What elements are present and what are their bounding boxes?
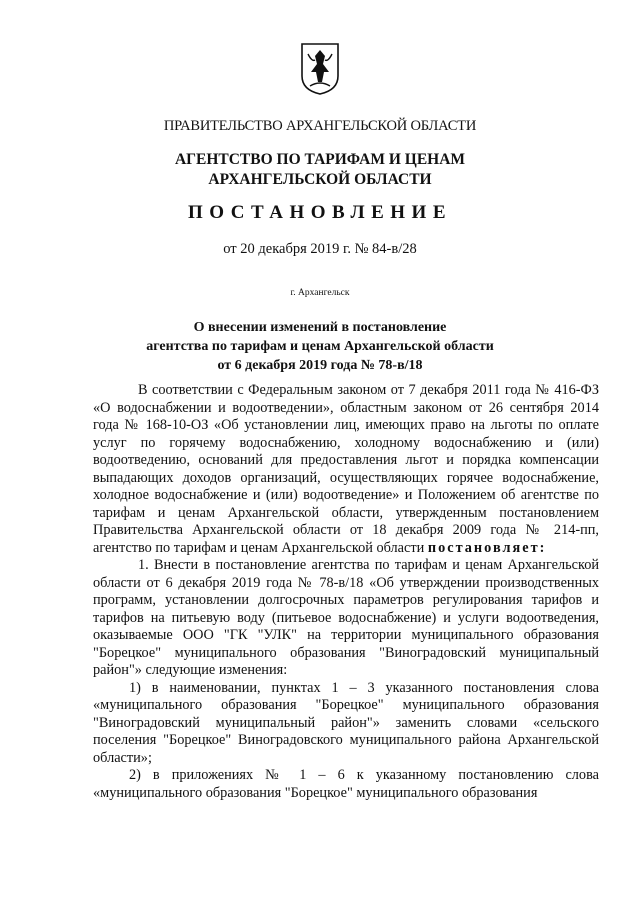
document-body	[93, 382, 599, 802]
document-title-line3: от 6 декабря 2019 года № 78-в/18	[217, 358, 423, 373]
agency-name	[0, 150, 640, 190]
document-date-number: от 20 декабря 2019 г. № 84-в/28	[223, 241, 417, 257]
agency-name-line1: АГЕНТСТВО ПО ТАРИФАМ И ЦЕНАМ	[174, 151, 466, 168]
subitem-2-paragraph: 2) в приложениях № 1 – 6 к указанному постановлению слова «муниципального образования "Борецкое" муниципального образования	[93, 767, 599, 801]
document-title-line1: О внесении изменений в постановление	[193, 320, 447, 335]
government-name: ПРАВИТЕЛЬСТВО АРХАНГЕЛЬСКОЙ ОБЛАСТИ	[163, 118, 477, 134]
preamble-text: В соответствии с Федеральным законом от 7 декабря 2011 года № 416-ФЗ «О водоснабжении и водоотведении», областным законом от 26 сентября 2014 года № 168-10-ОЗ «Об установлении лиц, имеющих право на льготы по оплате услуг по горячему водоснабжению, холодному водоснабжению и (или) водоотведению, оснований для предоставления льгот и порядка компенсации выпадающих доходов организаций, осуществляющих горячее водоснабжение, холодное водоснабжение и (или) водоотведение» и Положением об агентстве по тарифам и ценам Архангельской области, утвержденным постановлением Правительства Архангельской области от 18 декабря 2009 года № 214-пп, агентство по тарифам и ценам Архангельской области	[93, 382, 599, 556]
decree-word: постановляет:	[427, 539, 547, 556]
document-city: г. Архангельск	[290, 288, 350, 298]
item-1-paragraph: 1. Внести в постановление агентства по тарифам и ценам Архангельской области от 6 декабря 2019 года № 78-в/18 «Об утверждении производственных программ, установлении долгосрочных параметров регулирования тарифов и тарифов на питьевую воду (питьевое водоснабжение) и услуги водоотведения, оказываемые ООО "ГК "УЛК" на территории муниципального образования "Борецкое" муниципального образования "Виноградовский муниципальный район"» следующие изменения:	[93, 557, 599, 678]
document-title	[0, 318, 640, 375]
document-type: ПОСТАНОВЛЕНИЕ	[187, 202, 453, 223]
subitem-1-paragraph: 1) в наименовании, пунктах 1 – 3 указанного постановления слова «муниципального образования "Борецкое" муниципального образования "Виноградовский муниципальный район"» заменить словами «сельского поселения "Борецкое" Виноградовского муниципального района Архангельской области»;	[93, 679, 599, 766]
coat-of-arms-icon	[300, 42, 340, 96]
agency-name-line2: АРХАНГЕЛЬСКОЙ ОБЛАСТИ	[208, 171, 432, 188]
document-title-line2: агентства по тарифам и ценам Архангельской области	[146, 339, 494, 354]
preamble-paragraph	[93, 382, 599, 557]
